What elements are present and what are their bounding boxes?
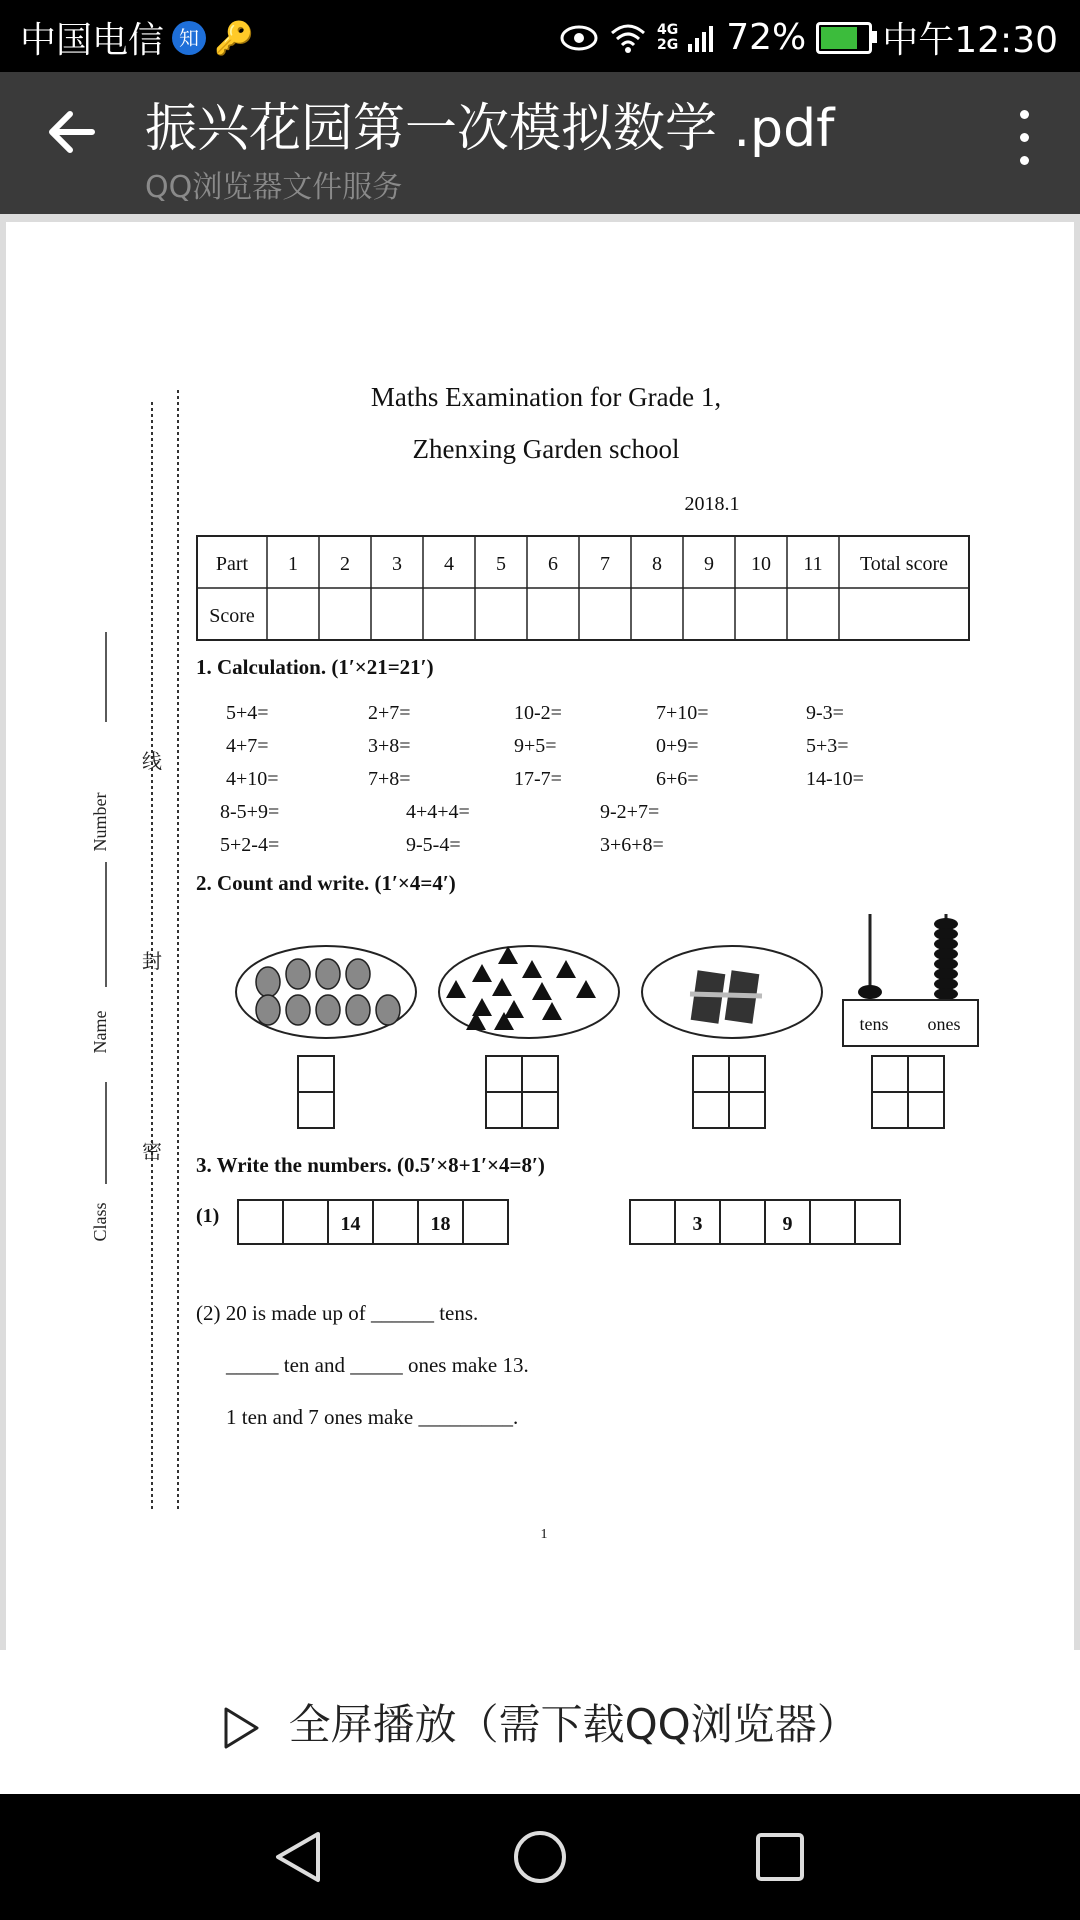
calculation-item: 5+4= (226, 702, 269, 724)
number-sequence-1 (238, 1200, 508, 1244)
abacus-tens-label: tens (859, 1014, 889, 1034)
status-right (559, 12, 1058, 63)
arrow-left-icon (42, 102, 102, 162)
play-icon (221, 1705, 261, 1751)
carrier-name: 中国电信 (20, 20, 165, 61)
signal-icon (688, 24, 716, 52)
calculation-item: 4+7= (226, 735, 269, 757)
calculation-item: 3+6+8= (600, 834, 664, 856)
exam-page (6, 222, 1074, 1650)
margin-xian: 线 (142, 749, 162, 773)
clock: 中午12:30 (882, 20, 1058, 61)
calculation-item: 4+10= (226, 768, 279, 790)
part2-line2: _____ ten and _____ ones make 13. (226, 1353, 529, 1377)
score-header-cell: 9 (704, 553, 714, 575)
score-header-cell: 7 (600, 553, 610, 575)
battery-percent: 72% (726, 17, 807, 58)
abacus-ones-label: ones (927, 1014, 961, 1034)
abacus-bead (934, 988, 958, 1000)
exam-date: 2018.1 (684, 493, 740, 515)
pear-icon (346, 995, 370, 1025)
battery-icon (816, 22, 872, 54)
abacus (843, 914, 978, 1046)
document-subtitle: QQ浏览器文件服务 (145, 170, 403, 205)
score-header-cell: Total score (859, 553, 949, 575)
part1-label: (1) (196, 1205, 220, 1227)
pear-icon (346, 959, 370, 989)
score-header-cell: 3 (392, 553, 402, 575)
calculation-item: 0+9= (656, 735, 699, 757)
exam-title-line1: Maths Examination for Grade 1, (370, 382, 722, 412)
pear-icon (286, 959, 310, 989)
pdf-page (6, 222, 1074, 1650)
pear-icon (256, 967, 280, 997)
calculation-item: 4+4+4= (406, 801, 470, 823)
margin-mi: 密 (142, 1139, 162, 1163)
score-header-cell: 2 (340, 553, 350, 575)
calculation-item: 9-3= (806, 702, 844, 724)
sequence-number: 14 (340, 1213, 361, 1235)
triangle-group (439, 946, 619, 1038)
section1-heading: 1. Calculation. (1′×21=21′) (196, 655, 434, 679)
sequence-box (810, 1200, 855, 1244)
calculation-item: 2+7= (368, 702, 411, 724)
sequence-box (855, 1200, 900, 1244)
triangle-icon (492, 978, 512, 996)
calculation-grid (220, 702, 864, 856)
calculation-item: 9-5-4= (406, 834, 461, 856)
score-header-cell: 8 (652, 553, 662, 575)
calculation-item: 3+8= (368, 735, 411, 757)
calculation-item: 9-2+7= (600, 801, 660, 823)
sequence-box (630, 1200, 675, 1244)
sequence-box (373, 1200, 418, 1244)
triangle-icon (556, 960, 576, 978)
eye-icon (559, 24, 599, 52)
calculation-item: 7+10= (656, 702, 709, 724)
section2-heading: 2. Count and write. (1′×4=4′) (196, 871, 456, 895)
calculation-item: 7+8= (368, 768, 411, 790)
score-header-cell: 4 (444, 553, 454, 575)
sequence-box (463, 1200, 508, 1244)
back-button[interactable] (42, 102, 102, 162)
margin-class-label: Class (90, 1202, 110, 1242)
score-table (197, 536, 969, 640)
exam-title-line2: Zhenxing Garden school (412, 434, 680, 464)
network-bottom: 2G (657, 36, 679, 53)
calculation-item: 17-7= (514, 768, 562, 790)
sequence-box (238, 1200, 283, 1244)
triangle-icon (504, 1000, 524, 1018)
pear-group (236, 946, 416, 1038)
pear-icon (256, 995, 280, 1025)
triangle-icon (576, 980, 596, 998)
page-number: 1 (540, 1527, 548, 1542)
score-header-cell: Part (215, 553, 249, 575)
nav-back-button[interactable] (260, 1822, 340, 1892)
document-title: 振兴花园第一次模拟数学 .pdf (145, 99, 835, 159)
part2-line3: 1 ten and 7 ones make _________. (226, 1405, 519, 1429)
part2-line1: (2) 20 is made up of ______ tens. (196, 1301, 479, 1325)
pear-icon (286, 995, 310, 1025)
stick-bundle-group (642, 946, 822, 1038)
triangle-icon (542, 1002, 562, 1020)
recent-apps-icon (740, 1822, 820, 1892)
key-icon: 🔑 (214, 18, 254, 57)
network-top: 4G (657, 21, 679, 38)
number-sequence-2 (630, 1200, 900, 1244)
calculation-item: 8-5+9= (220, 801, 280, 823)
status-left (20, 12, 254, 63)
calculation-item: 5+3= (806, 735, 849, 757)
app-header (0, 72, 1080, 214)
margin-name-label: Name (90, 1010, 110, 1054)
status-bar (0, 0, 1080, 72)
pear-icon (316, 995, 340, 1025)
sequence-number: 3 (692, 1213, 703, 1235)
calculation-item: 6+6= (656, 768, 699, 790)
margin-number-label: Number (90, 792, 110, 852)
calculation-item: 10-2= (514, 702, 562, 724)
zhihu-notification-icon: 知 (172, 21, 206, 55)
triangle-icon (472, 998, 492, 1016)
score-row-label: Score (209, 605, 255, 627)
score-header-cell: 6 (548, 553, 558, 575)
bottom-bar (0, 1650, 1080, 1794)
triangle-icon (472, 964, 492, 982)
home-icon (500, 1822, 580, 1892)
count-answer-boxes (298, 1056, 944, 1128)
margin-feng: 封 (142, 949, 162, 973)
score-header-cell: 11 (803, 553, 823, 575)
nav-home-button[interactable] (500, 1822, 580, 1892)
nav-recent-button[interactable] (740, 1822, 820, 1892)
fullscreen-play-button[interactable] (0, 1692, 1080, 1752)
pear-icon (376, 995, 400, 1025)
calculation-item: 14-10= (806, 768, 864, 790)
sequence-box (283, 1200, 328, 1244)
triangle-icon (522, 960, 542, 978)
more-options-button[interactable] (1012, 110, 1036, 180)
triangle-icon (446, 980, 466, 998)
wifi-icon (609, 23, 647, 53)
score-header-cell: 10 (751, 553, 771, 575)
pdf-viewer[interactable] (0, 214, 1080, 1650)
score-header-cell: 5 (496, 553, 506, 575)
calculation-item: 9+5= (514, 735, 557, 757)
sequence-box (720, 1200, 765, 1244)
back-icon (260, 1822, 340, 1892)
network-type (657, 23, 678, 53)
sequence-number: 18 (430, 1213, 451, 1235)
triangle-icon (532, 982, 552, 1000)
pear-icon (316, 959, 340, 989)
fullscreen-label: 全屏播放（需下载QQ浏览器） (288, 1700, 859, 1749)
score-header-cell: 1 (288, 553, 298, 575)
system-nav-bar (0, 1794, 1080, 1920)
calculation-item: 5+2-4= (220, 834, 280, 856)
sequence-number: 9 (782, 1213, 793, 1235)
section3-heading: 3. Write the numbers. (0.5′×8+1′×4=8′) (196, 1153, 545, 1177)
